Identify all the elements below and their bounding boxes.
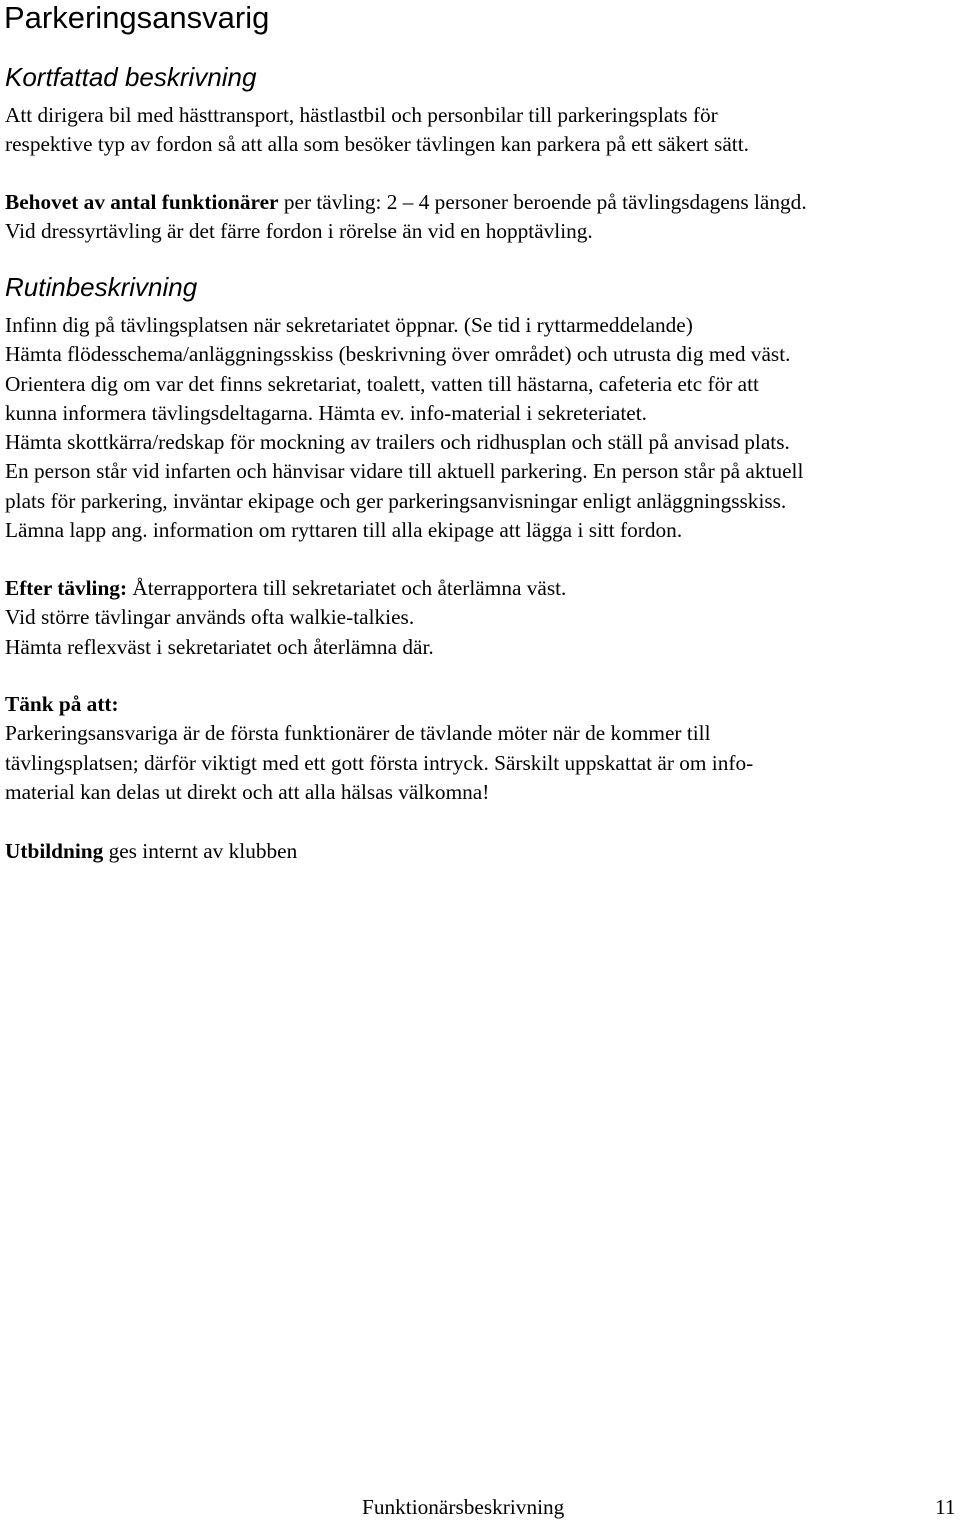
after-competition-line: Vid större tävlingar används ofta walkie-talkies. [5, 605, 415, 630]
after-competition-line [5, 574, 566, 603]
routine-paragraph [5, 311, 803, 545]
education-paragraph [5, 837, 297, 866]
education-line [5, 837, 297, 866]
think-about-line: tävlingsplatsen; därför viktigt med ett gott första intryck. Särskilt uppskattat är om info- [5, 750, 754, 775]
after-competition-label: Efter tävling: [5, 576, 128, 600]
short-description-paragraph [5, 101, 749, 160]
staff-paragraph [5, 188, 807, 247]
think-about-line: Parkeringsansvariga är de första funktionärer de tävlande möter när de kommer till [5, 721, 711, 746]
staff-label: Behovet av antal funktionärer [5, 190, 279, 214]
routine-heading: Rutinbeskrivning [5, 272, 198, 302]
footer-document-title: Funktionärsbeskrivning [362, 1495, 565, 1519]
routine-line: Orientera dig om var det finns sekretariat, toalett, vatten till hästarna, cafeteria etc för att [5, 371, 759, 396]
routine-line: Infinn dig på tävlingsplatsen när sekretariatet öppnar. (Se tid i ryttarmeddelande) [5, 313, 693, 337]
education-text: ges internt av klubben [103, 839, 298, 863]
footer-page-number: 11 [935, 1495, 956, 1519]
after-competition-line: Hämta reflexväst i sekretariatet och återlämna där. [5, 634, 434, 659]
think-about-line: material kan delas ut direkt och att alla hälsas välkomna! [5, 779, 490, 804]
after-competition-paragraph [5, 574, 566, 662]
education-label: Utbildning [5, 839, 104, 863]
think-about-label: Tänk på att: [5, 692, 119, 716]
routine-line: kunna informera tävlingsdeltagarna. Hämta ev. info-material i sekreteriatet. [5, 400, 647, 425]
routine-line: Hämta flödesschema/anläggningsskiss (beskrivning över området) och utrusta dig med väst. [5, 342, 791, 367]
after-competition-text: Återrapportera till sekretariatet och återlämna väst. [127, 576, 567, 600]
routine-line: En person står vid infarten och hänvisar vidare till aktuell parkering. En person står på aktuell [5, 459, 804, 484]
page-title: Parkeringsansvarig [4, 0, 270, 35]
short-description-line: Att dirigera bil med hästtransport, hästlastbil och personbilar till parkeringsplats för [5, 103, 718, 127]
staff-line-2: Vid dressyrtävling är det färre fordon i rörelse än vid en hopptävling. [5, 219, 593, 244]
staff-line [5, 188, 807, 217]
think-about-paragraph [5, 690, 753, 807]
think-about-label-line [5, 690, 753, 719]
short-description-heading: Kortfattad beskrivning [5, 62, 257, 92]
routine-line: plats för parkering, inväntar ekipage och ger parkeringsanvisningar enligt anläggningsskiss. [5, 488, 787, 513]
short-description-line: respektive typ av fordon så att alla som besöker tävlingen kan parkera på ett säkert sätt. [5, 132, 749, 157]
staff-text: per tävling: 2 – 4 personer beroende på tävlingsdagens längd. [278, 190, 807, 214]
routine-line: Hämta skottkärra/redskap för mockning av trailers och ridhusplan och ställ på anvisad plats. [5, 430, 790, 455]
routine-line: Lämna lapp ang. information om ryttaren till alla ekipage att lägga i sitt fordon. [5, 518, 683, 543]
